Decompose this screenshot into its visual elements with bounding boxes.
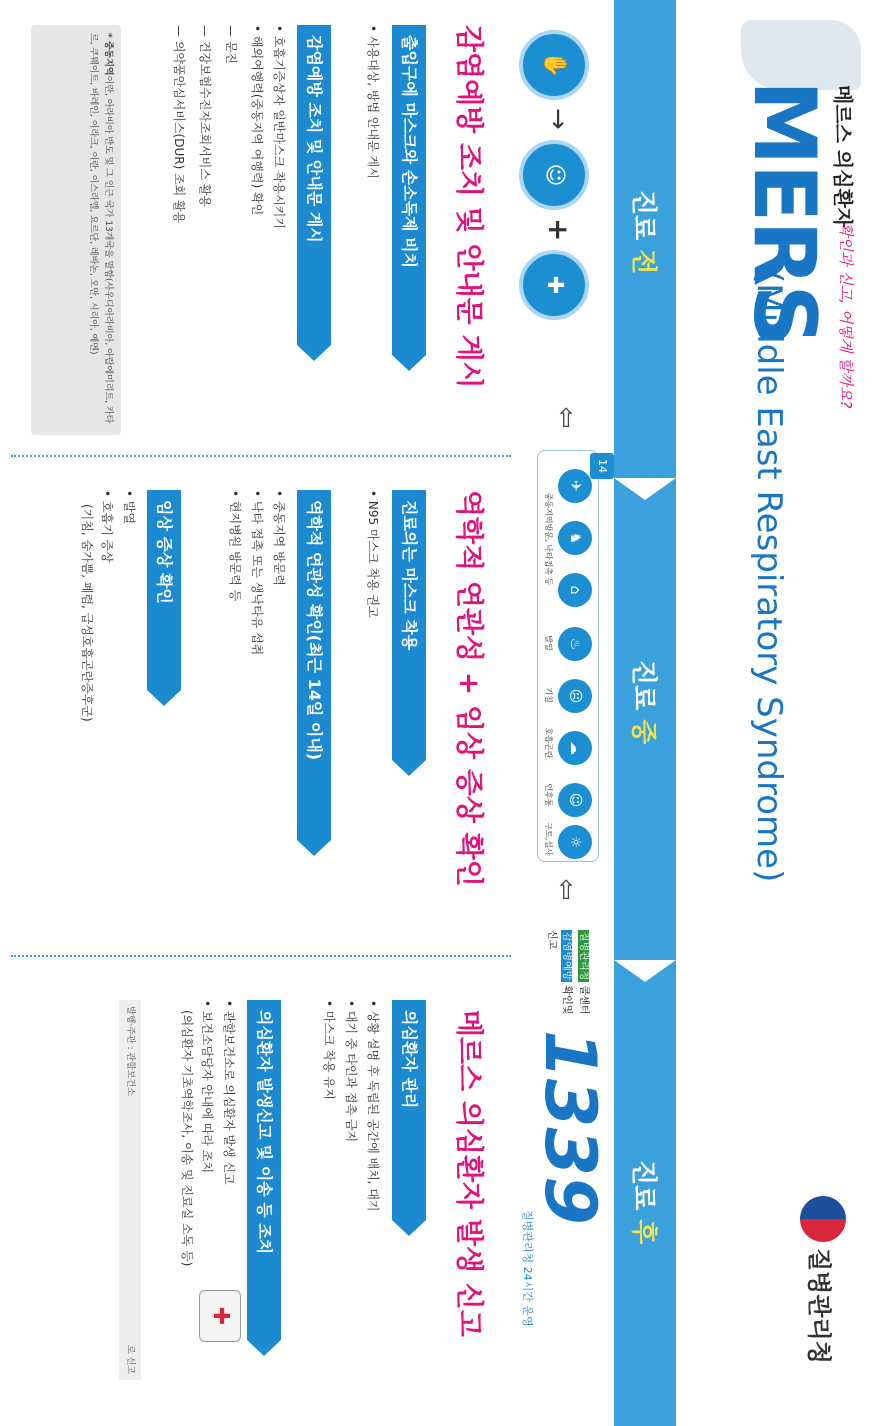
diarrhea-icon: ☼	[558, 825, 592, 859]
section-bar-during-3: 임상 증상 확인	[147, 490, 181, 690]
section-bar-during-1: 진료의는 마스크 착용	[392, 490, 426, 760]
mers-title: MERS	[734, 80, 834, 345]
phase-after: 진료 후	[628, 1160, 658, 1245]
bullet-during-3c: (기침, 숨가쁨, 폐렴, 급성호흡곤란증후군)	[80, 504, 94, 722]
bullet-after-2a: • 관할보건소로 의심환자 발생 신고	[222, 1000, 236, 1185]
header-subtitle: 메르스 의심환자	[831, 85, 855, 228]
phase-divider-1	[614, 478, 676, 500]
sanitizer-icon: ✋	[519, 30, 589, 100]
kcdc-logo-icon	[800, 1196, 846, 1242]
fever-icon: ♨	[558, 627, 592, 661]
bullet-after-2c: (의심환자 기초역학조사, 이송 및 진료실 소독 등)	[180, 1010, 194, 1267]
divider-dotted-1	[11, 455, 511, 457]
section-bar-after-1: 의심환자 관리	[392, 1000, 426, 1220]
phase-divider-2	[614, 960, 676, 982]
bullet-after-1c: • 마스크 착용 유지	[322, 1000, 336, 1100]
sore-throat-icon: ☺	[558, 783, 592, 817]
headline-during: 역학적 연관성 + 임상 증상 확인	[453, 490, 486, 887]
section-bar-during-2: 역학적 연관성 확인(최근 14일 이내)	[297, 490, 331, 840]
bullet-during-2b: • 낙타 접촉 또는 생낙타유 섭취	[250, 490, 264, 656]
kcdc-name: 질병관리청	[805, 1248, 833, 1364]
divider-dotted-2	[11, 955, 511, 957]
mers-full-name: (Middle East Respiratory Syndrome)	[749, 270, 789, 883]
headline-after: 메르스 의심환자 발생 신고	[453, 1010, 486, 1337]
icon-label-vomit: 구토,설사	[544, 822, 553, 856]
bullet-before-2d: — 건강보험수진자조회서비스 활용	[198, 25, 212, 207]
section-bar-before-1: 출입구에 마스크와 손소독제 비치	[392, 25, 426, 355]
bullet-before-2b: • 해외여행력(중동지역 여행력) 확인	[250, 25, 264, 216]
phase-band	[614, 0, 676, 1426]
bullet-after-2b: • 보건소담당자 안내에 따라 조치	[200, 1000, 214, 1174]
bullet-before-2e: — 의약품안심서비스(DUR) 조회 활용	[172, 25, 186, 224]
ambulance-icon: ✚	[199, 1290, 241, 1342]
hospital-icon: ⌂	[558, 573, 592, 607]
bullet-during-3b: • 호흡기 증상	[100, 490, 114, 563]
icon-label-cough: 기침	[544, 687, 553, 703]
hotline-number: 1339	[529, 1030, 611, 1225]
arrow-right-icon: →	[543, 108, 573, 130]
headline-before: 감염예방 조치 및 안내문 게시	[453, 25, 486, 389]
plus-icon: +	[542, 218, 575, 242]
callcenter-labels: 질병관리청 콜센터 감염병예방 확인및 신고	[546, 930, 589, 1015]
bullet-during-2a: • 중동지역 방문력	[272, 490, 286, 586]
calendar-14-icon: 14	[590, 453, 614, 479]
icon-label-muscle: 호흡곤란	[544, 727, 553, 759]
breath-icon: ☁	[558, 731, 592, 765]
bullet-before-2c: — 문진	[224, 25, 238, 64]
bullet-during-2c: • 현지병원 방문력 등	[228, 490, 242, 602]
icon-label-fever: 발열	[544, 635, 553, 651]
handwritten-note: 확인과 신고, 어떻게 할까요?	[837, 222, 855, 409]
icon-label-travel: 중동지역방문, 낙타접촉 등	[544, 492, 553, 586]
hotline-note: 질병관리청 24시간 운영	[521, 1210, 534, 1327]
phase-before: 진료 전	[628, 190, 658, 275]
camel-icon: ♞	[558, 521, 592, 555]
middle-east-icon: ✈	[558, 469, 592, 503]
bullet-during-3a: • 발열	[122, 490, 136, 525]
bullet-before-1: • 사용대상, 방법 안내문 게시	[366, 25, 380, 179]
icon-label-sore: 인후통	[544, 783, 553, 807]
phase-during: 진료 중	[628, 660, 658, 745]
arrow-up-icon: ⇧	[555, 875, 577, 906]
section-bar-before-2: 감염예방 조치 및 안내문 게시	[297, 25, 331, 345]
cough-icon: ☹	[558, 679, 592, 713]
notice-icon: ✚	[519, 250, 589, 320]
arrow-up-icon: ⇧	[555, 403, 577, 434]
bullet-after-1a: • 상황 설명 후 독립된 공간에 배치, 대기	[366, 1000, 380, 1212]
symptom-icons-box	[537, 450, 609, 862]
section-bar-after-2: 의심환자 발생신고 및 이송 등 조치	[247, 1000, 281, 1340]
mask-icon: ☺	[519, 140, 589, 210]
footnote-box: * 중동지역이란, 아라비아 반도 및 그 인근 국가 13개국을 말함(사우디아라비아, 아랍에미리트, 카타르, 쿠웨이트, 바레인, 이라크, 이란, 이스라엘, 요르단, 레바논, 오만, 시리아, 예멘)	[31, 25, 121, 435]
bullet-before-2a: • 호흡기증상자 일반마스크 착용시키기	[272, 25, 286, 229]
bullet-after-1b: • 대기 중 타인과 접촉 금지	[344, 1000, 358, 1143]
bullet-during-1: • N95 마스크 착용 권고	[366, 490, 380, 618]
contact-bar: 발행·주관 : 관할보건소 로 신고	[119, 1000, 141, 1380]
